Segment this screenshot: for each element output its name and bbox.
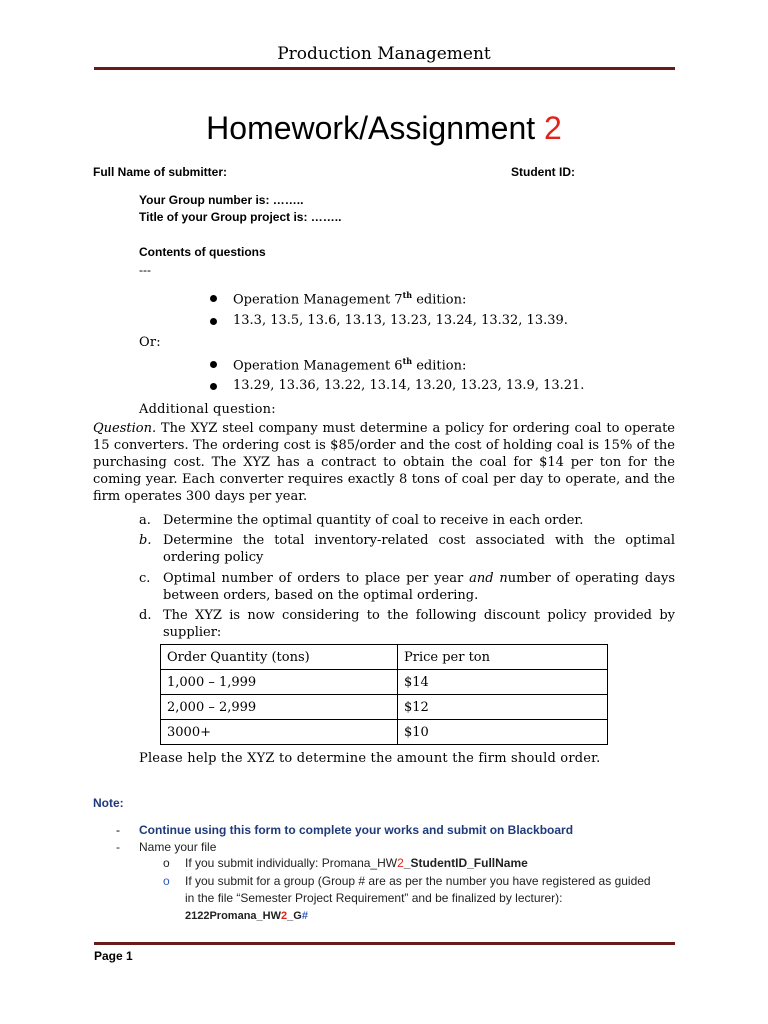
subquestion-a: a. Determine the optimal quantity of coal to receive in each order.: [139, 513, 584, 528]
group-number-label: Your Group number is: ……..: [139, 193, 304, 207]
table-cell: $10: [398, 720, 608, 745]
edition7-bullet: Operation Management 7th edition:: [210, 290, 466, 307]
subquestion-b: b. Determine the total inventory-related cost associated with the optimal ordering policy: [139, 533, 675, 565]
additional-label: Additional question:: [139, 402, 276, 417]
bullet-dot: [210, 318, 217, 325]
table-cell: 1,000 – 1,999: [161, 670, 398, 695]
full-name-label: Full Name of submitter:: [93, 165, 228, 179]
table-row: [161, 670, 608, 695]
note-item-1: - Continue using this form to complete your works and submit on Blackboard: [116, 823, 574, 837]
dashes: ---: [139, 263, 151, 277]
bullet-dot: [210, 383, 217, 390]
or-label: Or:: [139, 335, 161, 350]
table-header-row: [161, 645, 608, 670]
header-rule: [94, 67, 675, 70]
note-item-2: - Name your file: [116, 840, 217, 854]
discount-table: [160, 644, 608, 745]
page-title: Homework/Assignment 2: [206, 110, 562, 146]
student-id-label: Student ID:: [511, 165, 575, 179]
subquestion-d: d. The XYZ is now considering to the following discount policy provided by supplier:: [139, 608, 675, 640]
table-row: [161, 720, 608, 745]
table-cell: $14: [398, 670, 608, 695]
bullet-dot: [210, 295, 217, 302]
footer-rule: [94, 942, 675, 945]
note-label: Note:: [93, 796, 124, 810]
note-sub-1: o If you submit individually: Promana_HW2_StudentID_FullName: [163, 856, 528, 870]
table-header-cell: Price per ton: [398, 645, 608, 670]
note-sub-2: o If you submit for a group (Group # are as per the number you have registered as guided in the file “Semester Project Requirement” and be finalized by lecturer): 2122Promana_HW2_G#: [163, 874, 651, 922]
contents-label: Contents of questions: [139, 245, 266, 259]
page-number: Page 1: [94, 949, 133, 963]
subquestion-c: c. Optimal number of orders to place per year and number of operating days between orders, based on the optimal ordering.: [139, 571, 676, 603]
table-row: [161, 695, 608, 720]
table-cell: $12: [398, 695, 608, 720]
edition6-problems: 13.29, 13.36, 13.22, 13.14, 13.20, 13.23, 13.9, 13.21.: [210, 378, 584, 393]
edition6-bullet: Operation Management 6th edition:: [210, 356, 466, 373]
table-cell: 2,000 – 2,999: [161, 695, 398, 720]
group-project-label: Title of your Group project is: ……..: [139, 210, 342, 224]
header-title: Production Management: [277, 44, 491, 64]
group-file-pattern: 2122Promana_HW2_G#: [185, 910, 308, 922]
question-paragraph: Question. The XYZ steel company must determine a policy for ordering coal to operate 15 converters. The ordering cost is $85/order and the cost of holding coal is 15% of the purchasing cost. The XYZ has a contract to obtain the coal for $14 per ton for the coming year. Each converter requires exactly 8 tons of coal per day to operate, and the firm operates 300 days per year.: [93, 421, 675, 504]
bullet-dot: [210, 361, 217, 368]
assignment-number: 2: [544, 110, 562, 146]
closing-text: Please help the XYZ to determine the amount the firm should order.: [139, 751, 601, 766]
table-cell: 3000+: [161, 720, 398, 745]
table-header-cell: Order Quantity (tons): [161, 645, 398, 670]
edition7-problems: 13.3, 13.5, 13.6, 13.13, 13.23, 13.24, 13.32, 13.39.: [210, 313, 568, 328]
